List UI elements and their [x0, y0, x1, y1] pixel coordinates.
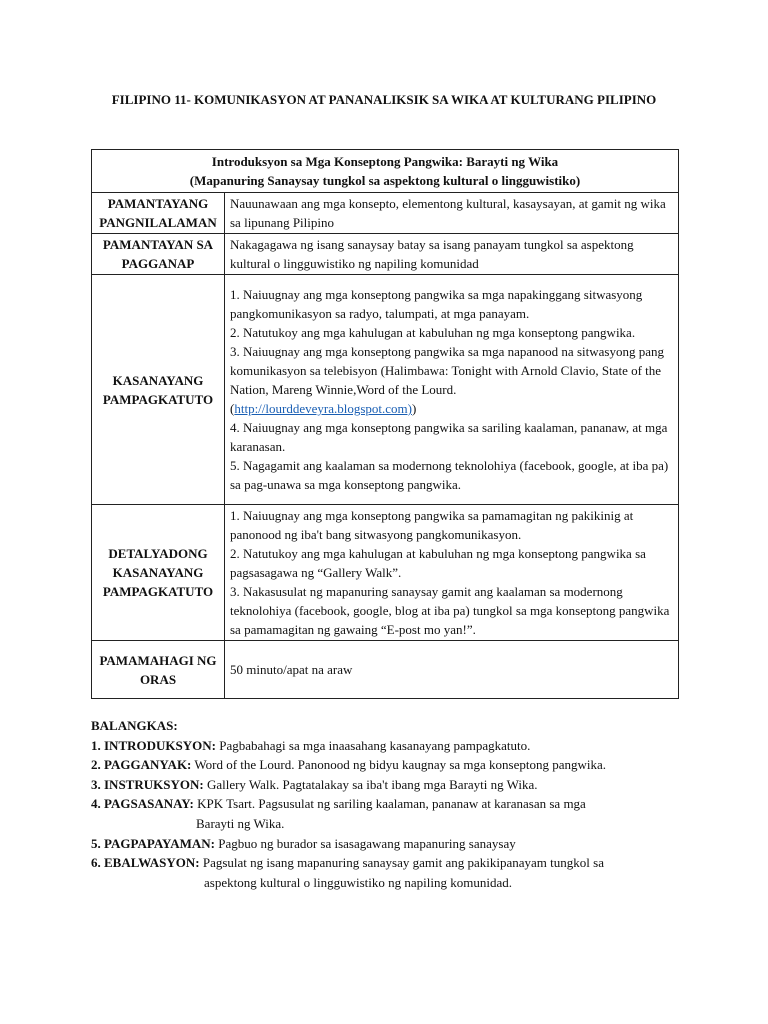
outline-item-text: Gallery Walk. Pagtatalakay sa iba't ibang mga Barayti ng Wika.: [203, 776, 538, 792]
row-label-kasanayang-pampagkatuto: KASANAYANG PAMPAGKATUTO: [92, 275, 225, 505]
outline-item-continuation: Barayti ng Wika.: [196, 815, 285, 831]
table-heading-cell: [92, 150, 679, 193]
table-heading-row: [92, 150, 679, 193]
row-label-pamamahagi-ng-oras: PAMAMAHAGI NG ORAS: [92, 641, 225, 699]
list-item: 1. Naiuugnay ang mga konseptong pangwika sa mga napakinggang sitwasyong pangkomunikasyon sa radyo, talumpati, at mga panayam.: [230, 287, 643, 321]
row-label-pamantayang-pangnilalaman: PAMANTAYANG PANGNILALAMAN: [92, 193, 225, 234]
list-item: [91, 853, 691, 873]
blog-link[interactable]: http://lourddeveyra.blogspot.com): [234, 401, 412, 416]
table-row: [92, 505, 679, 641]
row-label-pamantayan-sa-pagganap: PAMANTAYAN SA PAGGANAP: [92, 234, 225, 275]
outline-section: [91, 716, 691, 892]
row-label-detalyadong-kasanayang-pampagkatuto: DETALYADONG KASANAYANG PAMPAGKATUTO: [92, 505, 225, 641]
list-item: 3. Nakasusulat ng mapanuring sanaysay gamit ang kaalaman sa modernong teknolohiya (facebook, google, blog at iba pa) tungkol sa mga konseptong pangwika sa pamamagitan ng gawaing “E-post mo yan!”.: [230, 584, 670, 637]
table-row: [92, 234, 679, 275]
outline-item-label: 4. PAGSASANAY:: [91, 796, 194, 812]
outline-item-label: 3. INSTRUKSYON:: [91, 776, 204, 792]
outline-item-text: Pagbabahagi sa mga inaasahang kasanayang pampagkatuto.: [215, 737, 531, 753]
list-item: 2. Natutukoy ang mga kahulugan at kabuluhan ng mga konseptong pangwika sa pagsasagawa ng “Gallery Walk”.: [230, 546, 646, 580]
outline-item-continuation: aspektong kultural o lingguwistiko ng napiling komunidad.: [204, 874, 513, 890]
list-item: [91, 775, 691, 795]
outline-heading: BALANGKAS:: [91, 718, 178, 733]
list-item: 5. Nagagamit ang kaalaman sa modernong teknolohiya (facebook, google, at iba pa) sa pag-unawa sa mga konseptong pangwika.: [230, 458, 669, 492]
outline-item-text: Pagbuo ng burador sa isasagawang mapanuring sanaysay: [214, 835, 516, 851]
table-row: [92, 641, 679, 699]
table-row: [92, 193, 679, 234]
table-heading-subtitle: (Mapanuring Sanaysay tungkol sa aspektong kultural o lingguwistiko): [189, 173, 581, 188]
list-item: [230, 342, 673, 418]
outline-item-text: Pagsulat ng isang mapanuring sanaysay gamit ang pakikipanayam tungkol sa: [199, 855, 604, 871]
link-close-paren: ): [411, 401, 417, 416]
table-row: [92, 275, 679, 505]
outline-item-label: 6. EBALWASYON:: [91, 855, 200, 871]
list-item: [91, 794, 691, 814]
list-item-text: 3. Naiuugnay ang mga konseptong pangwika sa mga napanood na sitwasyong pang komunikasyon sa telebisyon (Halimbawa: Tonight with Arnold Clavio, State of the Nation, Mareng Winnie,Word of the Lourd.: [230, 344, 664, 397]
table-heading-topic: Introduksyon sa Mga Konseptong Pangwika: Barayti ng Wika: [211, 154, 559, 169]
row-content-pamantayan-sa-pagganap: Nakagagawa ng isang sanaysay batay sa isang panayam tungkol sa aspektong kultural o lingguwistiko ng napiling komunidad: [225, 234, 679, 275]
page-title: FILIPINO 11- KOMUNIKASYON AT PANANALIKSIK SA WIKA AT KULTURANG PILIPINO: [111, 92, 657, 107]
outline-item-label: 1. INTRODUKSYON:: [91, 737, 216, 753]
outline-item-text: KPK Tsart. Pagsusulat ng sariling kaalaman, pananaw at karanasan sa mga: [193, 796, 586, 812]
list-item: [91, 834, 691, 854]
outline-item-label: 5. PAGPAPAYAMAN:: [91, 835, 215, 851]
lesson-plan-table: [91, 149, 679, 699]
list-item: [91, 755, 691, 775]
list-item: 4. Naiuugnay ang mga konseptong pangwika sa sariling kaalaman, pananaw, at mga karanasan.: [230, 420, 668, 454]
row-content-detalyadong-kasanayang-pampagkatuto: [225, 505, 679, 641]
list-item: [91, 736, 691, 756]
row-content-pamantayang-pangnilalaman: Nauunawaan ang mga konsepto, elementong kultural, kasaysayan, at gamit ng wika sa lipunang Pilipino: [225, 193, 679, 234]
row-content-pamamahagi-ng-oras: 50 minuto/apat na araw: [225, 641, 679, 699]
list-item: 2. Natutukoy ang mga kahulugan at kabuluhan ng mga konseptong pangwika.: [230, 325, 636, 340]
outline-item-text: Word of the Lourd. Panonood ng bidyu kaugnay sa mga konseptong pangwika.: [191, 757, 607, 773]
list-item: 1. Naiuugnay ang mga konseptong pangwika sa pamamagitan ng pakikinig at panonood ng iba't bang sitwasyong pangkomunikasyon.: [230, 508, 634, 542]
outline-item-label: 2. PAGGANYAK:: [91, 757, 192, 773]
link-open-paren: (: [230, 401, 235, 416]
row-content-kasanayang-pampagkatuto: [225, 275, 679, 505]
